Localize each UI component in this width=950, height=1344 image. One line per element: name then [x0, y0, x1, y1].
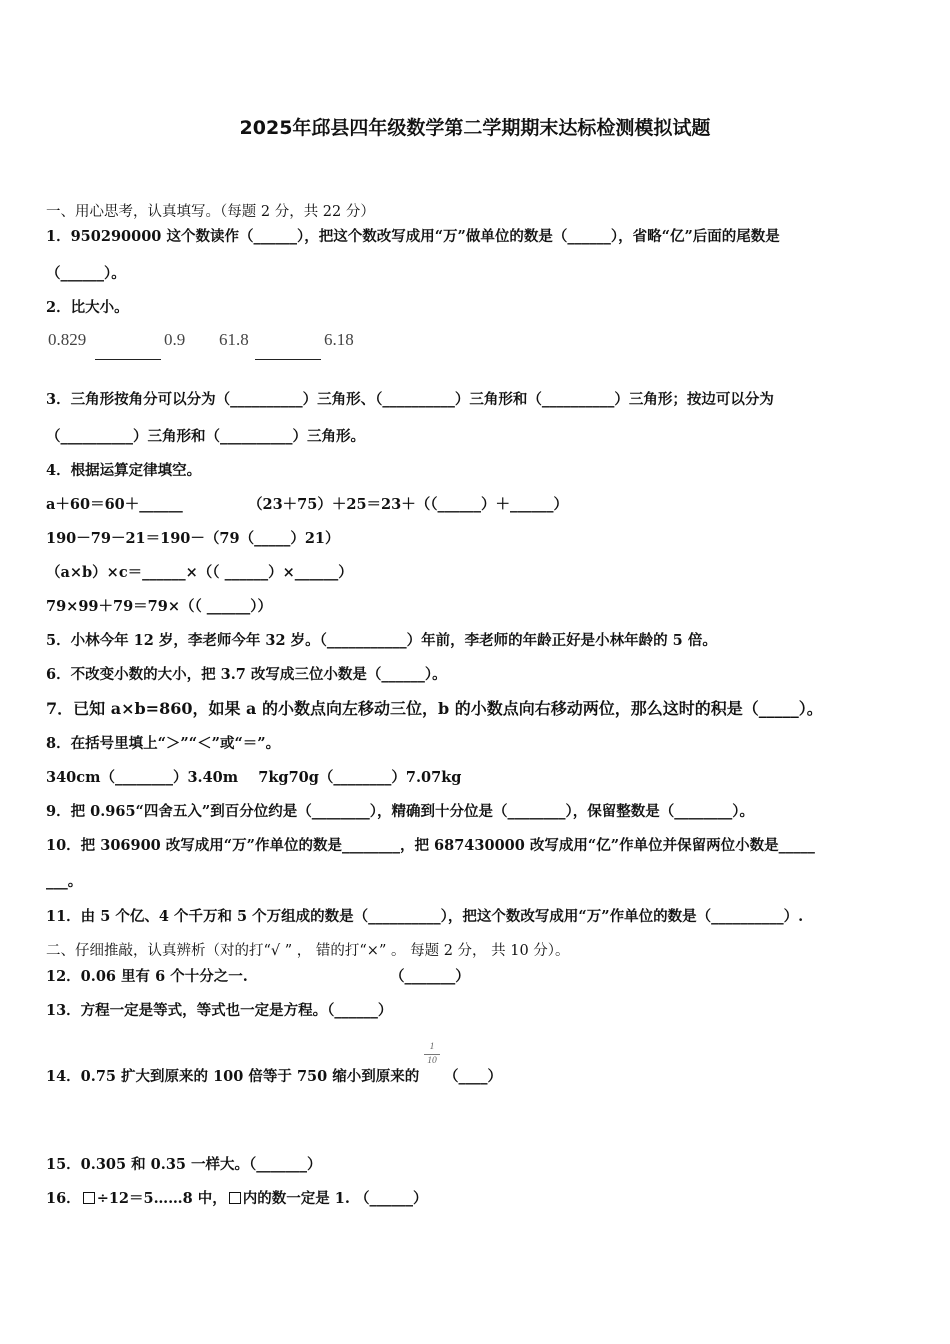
q8-row: 340cm（________）3.40m 7kg70g（________）7.07kg [46, 769, 462, 786]
section2-heading: 二、仔细推敲，认真辨析（对的打“√ ” ， 错的打“×” 。 每题 2 分， 共 10 分）。 [46, 943, 570, 959]
q16-middle: ÷12＝5……8 中， [96, 1190, 227, 1207]
q8-text: 8．在括号里填上“＞”“＜”或“＝”。 [46, 735, 281, 752]
q2-b-left: 61.8 [219, 330, 249, 349]
q4-row3: （a×b）×c＝______×（（ ______）×______） [46, 564, 353, 581]
q10-line2: ___。 [46, 873, 83, 890]
q14-blank: （____） [444, 1068, 502, 1085]
page-title: 2025年邱县四年级数学第二学期期末达标检测模拟试题 [239, 117, 711, 139]
q1-line1: 1．950290000 这个数读作（______），把这个数改写成用“万”做单位的数是（______），省略“亿”后面的尾数是 [46, 228, 780, 245]
empty-box-icon [229, 1192, 241, 1204]
q14-frac-denominator: 10 [427, 1056, 437, 1066]
q2-b-blank[interactable] [255, 359, 321, 360]
q2-a-right: 0.9 [164, 330, 186, 349]
empty-box-icon [83, 1192, 95, 1204]
q14-frac-numerator: 1 [429, 1042, 435, 1052]
q3-line1: 3．三角形按角分可以分为（__________）三角形、（__________）三角形和（__________）三角形；按边可以分为 [46, 391, 774, 408]
q11-text: 11．由 5 个亿、4 个千万和 5 个万组成的数是（__________），把这个数改写成用“万”作单位的数是（__________）. [46, 908, 804, 925]
q4-text: 4．根据运算定律填空。 [46, 462, 202, 479]
q14-fraction [424, 1042, 440, 1067]
q4-row1a: a＋60＝60＋______ [46, 496, 183, 513]
q15-text: 15．0.305 和 0.35 一样大。（_______） [46, 1156, 322, 1173]
q10-line1: 10．把 306900 改写成用“万”作单位的数是________，把 687430000 改写成用“亿”作单位并保留两位小数是_____ [46, 837, 815, 854]
q2-a-blank[interactable] [95, 359, 161, 360]
q6-text: 6．不改变小数的大小，把 3.7 改写成三位小数是（______）。 [46, 666, 447, 683]
q9-text: 9．把 0.965“四舍五入”到百分位约是（________），精确到十分位是（________），保留整数是（________）。 [46, 803, 754, 820]
q4-row2: 190－79－21＝190－（79（_____）21） [46, 530, 340, 547]
q13-text: 13．方程一定是等式，等式也一定是方程。（______） [46, 1002, 393, 1019]
q12-text: 12．0.06 里有 6 个十分之一. [46, 968, 248, 985]
q4-row4: 79×99＋79＝79×（（ ______）） [46, 598, 273, 615]
q2-b-right: 6.18 [324, 330, 354, 349]
q5-text: 5．小林今年 12 岁，李老师今年 32 岁。（___________）年前，李老师的年龄正好是小林年龄的 5 倍。 [46, 632, 717, 649]
q3-line2: （__________）三角形和（__________）三角形。 [46, 428, 365, 445]
q2-a-left: 0.829 [48, 330, 87, 349]
q16-prefix: 16． [46, 1190, 81, 1207]
q12-blank: （_______） [390, 968, 470, 985]
q16-text [46, 1190, 427, 1208]
q16-suffix: 内的数一定是 1. （______） [242, 1190, 428, 1207]
q2-text: 2．比大小。 [46, 299, 129, 316]
section1-heading: 一、用心思考，认真填写。（每题 2 分，共 22 分） [46, 204, 375, 220]
q7-text: 7．已知 a×b=860，如果 a 的小数点向左移动三位，b 的小数点向右移动两位，那么这时的积是（_____）。 [46, 699, 823, 718]
q14-text: 14．0.75 扩大到原来的 100 倍等于 750 缩小到原来的 [46, 1068, 420, 1085]
q4-row1b: （23＋75）＋25＝23＋（（______）＋______） [248, 496, 568, 513]
q14-frac-bar [424, 1054, 440, 1055]
q1-line2: （______）。 [46, 265, 126, 282]
